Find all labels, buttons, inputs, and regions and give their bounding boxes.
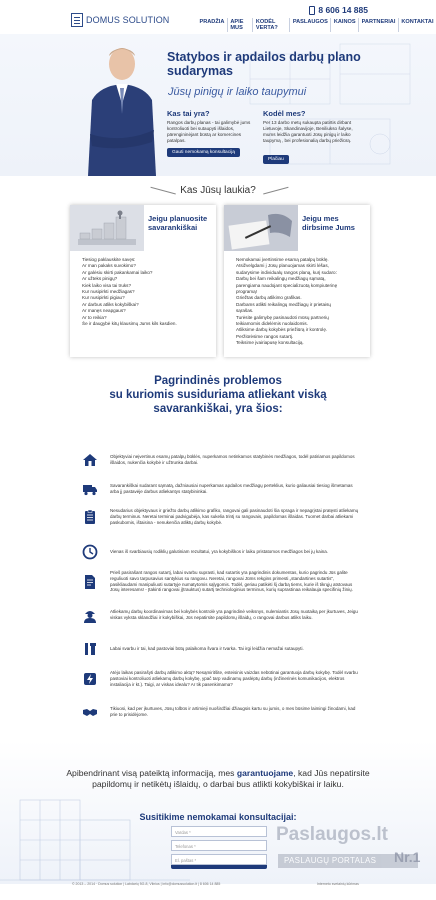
name-field-box[interactable] bbox=[171, 826, 267, 837]
problem-text: Labai svarbu ir tai, kad pastoviai būtų palaikoma švara ir tvarka. Tai irgi leidžia nemažai sutaupyti. bbox=[110, 646, 304, 652]
list-item: Ar manęs neapgaus? bbox=[82, 308, 126, 314]
nav-item-partneriai[interactable]: PARTNERIAI bbox=[358, 18, 398, 32]
nav-item-paslaugos[interactable]: PASLAUGOS bbox=[289, 18, 330, 32]
list-item: Kur nusipirkti pigiau? bbox=[82, 295, 125, 301]
handshake-icon bbox=[82, 704, 98, 720]
problem-text: Savarankiškai sudarant sąmatą, dažniausiai nuperkamas apdailos medžiagų perteklius, kurio galiausiai tiesiog išmetamas arba jį pastavėje darbus atliekantys statybininkai. bbox=[110, 483, 353, 494]
phone-number[interactable] bbox=[309, 5, 368, 15]
problem-text: Prieš pasirašant rangos sutartį, labai svarbu suprasti, kad sutartis yra pagrindinis dokumentas, kurio pagrindu Jūs galite reguliuoti savo tarpusavius santykius su rangovu. Neretai, rangovai Jūms rekgins primesti „standartines sutartis", pasikliaudami manipuliuoti sutartyje numatytomis sąlygomis. Todėl, geriau patikėti šį darbą tiems, kurie iš tikrųjų atstovaus Jūsų interesams! - Įtakinti rangovai į(trauktus) sutartį techniologinius terminus, kurių suprastinaa reikalauja specifinių žinių. bbox=[110, 570, 353, 593]
list-item: Darbams atlikti reikalingų medžiagų ir prietaisų bbox=[236, 301, 331, 307]
problems-title bbox=[0, 374, 436, 416]
list-item: Ar galėsiu skirti pakankamai laiko? bbox=[82, 269, 153, 275]
self-questions-list bbox=[82, 257, 210, 327]
electric-icon bbox=[82, 671, 98, 687]
list-item: Še ir daugybė kitų klausimų Jums kils kasdien. bbox=[82, 321, 177, 327]
tools-icon bbox=[82, 641, 98, 657]
problem-item bbox=[82, 670, 362, 687]
phone-icon bbox=[309, 6, 315, 15]
hero-subtitle: Jūsų pinigų ir laiko taupymui bbox=[168, 86, 307, 98]
list-item: Darbų bei šam reikalingų medžiagų sąmatą, bbox=[236, 276, 326, 282]
watermark-brand: Paslaugos.lt bbox=[276, 824, 388, 845]
footer-credit-link[interactable]: Internetо svetainių kūrimas bbox=[317, 882, 359, 886]
problem-text: Atėjo laikas pasirašyti darbų atlikimo aktą? Nesąmiritšite, esteisinis vaizdas nebūtinai garantuoja darbų kokybę. Todėl svarbu pastoviai kontroliuoti atliekamų darbų kokybę, ypač tarp vadinamų paslėptų darbų (inžinerinės komunikacijos, elektros instaliacija ir kt.). Taigi, ar viskas idealu? Ar tik pasenkimama? bbox=[110, 670, 358, 687]
list-item: Ar to reikia? bbox=[82, 314, 107, 320]
consultant-photo bbox=[80, 34, 164, 176]
list-item: teikiamomis didelėmis nuolaidomis. bbox=[236, 321, 308, 327]
list-item: Kiek laiko visa tai truks? bbox=[82, 282, 132, 288]
building-sketch-image bbox=[0, 780, 190, 885]
problems-title-line: savarankiškai, yra šios: bbox=[153, 403, 283, 415]
summary-part: Apibendrinant visą pateiktą informaciją, mes bbox=[66, 768, 237, 778]
truck-icon bbox=[82, 481, 98, 497]
logo[interactable] bbox=[71, 13, 169, 27]
phone-placeholder: Telefonas * bbox=[175, 844, 196, 849]
list-item: Griežtas darbų atlikimo grafikas. bbox=[236, 295, 302, 301]
stacked-coins-image bbox=[70, 205, 144, 251]
problem-text: Tikiuosi, kad per įkurtuves, Jūsų tolbūs ir artimieji nuoširdžiai džiaugsis kartu su jumis, o mes būsime laimingi žinodami, kad prie to prisidėjome. bbox=[110, 706, 356, 717]
list-item: Teiksime įvairiapusę konsultaciją. bbox=[236, 340, 304, 346]
problem-item bbox=[82, 508, 362, 525]
watermark-tagline: PASLAUGŲ PORTALAS bbox=[278, 854, 418, 868]
hero-section bbox=[0, 34, 436, 176]
list-item: Ar darbus atliks kokybiškai? bbox=[82, 301, 139, 307]
list-item: sudarysime individualų rangos planą, kurį sudaro: bbox=[236, 269, 337, 275]
list-item: Ar užteks pinigų? bbox=[82, 276, 118, 282]
name-placeholder: Vardas * bbox=[175, 830, 191, 835]
summary-emphasis: garantuojame bbox=[236, 768, 294, 778]
list-item: sąrašas. bbox=[236, 308, 254, 314]
clock-icon bbox=[82, 544, 98, 560]
list-item: Turėsite galimybę pasinaudoti mūsų partnerių bbox=[236, 314, 329, 320]
card-self-planning bbox=[70, 205, 216, 357]
list-item: Atliksime darbų kokybės priežiūrą ir kontrolę. bbox=[236, 327, 328, 333]
problem-item bbox=[82, 704, 362, 720]
more-button[interactable]: Plačiau bbox=[263, 155, 289, 164]
nav-item-kodel-verta[interactable]: KODĖL VERTA? bbox=[252, 18, 289, 32]
footer bbox=[0, 884, 436, 900]
top-bar bbox=[0, 0, 436, 34]
problems-title-line: Pagrindinės problemos bbox=[154, 375, 282, 387]
summary-part: , kad Jūs nepatirsite papildomų ir netikėtų išlaidų, o darbai bus atlikti kokybiškai ir laiku. bbox=[92, 768, 370, 789]
card-self-heading: Jeigu planuosite savarankiškai bbox=[148, 214, 208, 232]
what-is-it-text: Rangos darbų planas - tai galimybė jums kontroliuoti bei sutaupyti išlaidos, pärengininėjant būstą ar komercines patalpas. bbox=[167, 120, 251, 143]
watermark-number: Nr.1 bbox=[394, 849, 421, 865]
watermark-logo bbox=[276, 824, 436, 882]
logo-icon bbox=[71, 13, 83, 27]
section-title-what-awaits: Kas Jūsų laukia? bbox=[180, 185, 256, 196]
contract-signing-image bbox=[224, 205, 298, 251]
why-us-heading: Kodėl mes? bbox=[263, 109, 306, 118]
document-icon bbox=[82, 574, 98, 590]
problems-title-line: su kuriomis susiduriama atliekant viską bbox=[109, 389, 327, 401]
card-we-heading: Jeigu mes dirbsime Jums bbox=[302, 214, 355, 232]
problem-text: Vienas iš svarbiausių rodiklių galutiniam rezultatui, yra kokybiškos ir laiku pristatomos medžiagos bei jų kaina. bbox=[110, 549, 329, 555]
list-item: Nemokamai įvertinsime esamą patalpų būklę. bbox=[236, 257, 329, 262]
problem-item bbox=[82, 607, 362, 623]
problem-item bbox=[82, 452, 362, 468]
footer-copyright: © 2013 – 2014 · Domus solution | Labdarių 5G-8, Vilnius | info@domussolution.lt | 8 606 14 885 bbox=[72, 882, 221, 886]
problem-text: Nesudarius objektyvaus ir griežto darbų atlikimo grafiko, rangovai gali pasinaudoti šia spraga ir nepagrįstai pratęsti atliekamų darbų terminus. Neretai terminai padvigubėja, kas sukelia trintį su rangovais, papildomas išlaidas. Tuomet darbai atliekami paskubomis, ištaisina - nenukenčia atliktų darbų kokybė. bbox=[110, 508, 359, 525]
list-item: Atsižvelgdami į Jūsų planuojamas skirti lėšas, bbox=[236, 263, 329, 269]
clipboard-icon bbox=[82, 509, 98, 525]
problem-text: Atliekamų darbų koordinavimas bei kokybės kontrolė yra pagrindinė veiksnys, nulemiantis Jūsų nuotaiką per įkurtuves, Jeigu viskas vyksta sklandžiai ir kokybiškai, Jūs nepatirsite papildomų išlaidų, o rangovai darbus atliks laiku. bbox=[110, 609, 358, 620]
problem-item bbox=[82, 570, 362, 593]
phone-text: 8 606 14 885 bbox=[318, 5, 368, 15]
why-us-text: Per 13 darbo metų sukaupta patirtis dirbant Lietuvoje, Skandinavijoje, Beniliukso šalyse, mums leidžia garantuoti Jūsų pinigų ir laiko taupymą , bei profesionalią darbų priežiūrą. bbox=[263, 120, 353, 143]
problem-item bbox=[82, 641, 362, 657]
worker-icon bbox=[82, 607, 98, 623]
card-we-work bbox=[224, 205, 370, 357]
nav-item-pradzia[interactable]: PRADŽIA bbox=[199, 19, 225, 25]
consultation-form-title: Susitikime nemokamai konsultacijai: bbox=[139, 812, 297, 822]
list-item: Tiesiog paklauskite savęs: bbox=[82, 257, 136, 262]
nav-item-kainos[interactable]: KAINOS bbox=[330, 18, 358, 32]
house-icon bbox=[82, 452, 98, 468]
problem-item bbox=[82, 481, 362, 497]
list-item: programą! bbox=[236, 289, 257, 295]
free-consultation-button[interactable]: Gauti nemokamą konsultaciją bbox=[167, 148, 240, 157]
main-nav bbox=[197, 18, 436, 32]
hero-title: Statybos ir apdailos darbų plano sudarymas bbox=[167, 50, 361, 78]
list-item: Kur nusipirkti medžiagas? bbox=[82, 289, 135, 295]
summary-text bbox=[56, 768, 380, 790]
email-placeholder: El. paštas * bbox=[175, 858, 197, 863]
what-is-it-heading: Kas tai yra? bbox=[167, 109, 210, 118]
email-field[interactable] bbox=[171, 854, 267, 865]
phone-field[interactable] bbox=[171, 840, 267, 851]
logo-text: DOMUS SOLUTION bbox=[86, 15, 170, 25]
nav-item-apie-mus[interactable]: APIE MUS bbox=[227, 18, 252, 32]
list-item: Peržiūrėsime rangos sutartį. bbox=[236, 333, 294, 339]
our-services-list bbox=[236, 257, 364, 347]
list-item: Ar man pakaks suvokimo? bbox=[82, 263, 136, 269]
problem-item bbox=[82, 544, 362, 560]
nav-item-kontaktai[interactable]: KONTAKTAI bbox=[398, 18, 436, 32]
problem-text: Objektyviai neįvertinus esamų patalpų būklės, nuperkamos netinkamos statybinės medžiagos, todėl patiriamos papildomos išlaidos, nukenčia kokybė ir užtrunka darbai. bbox=[110, 454, 355, 465]
list-item: parengiama naudojant specializuotą kompiuterinę bbox=[236, 282, 338, 288]
